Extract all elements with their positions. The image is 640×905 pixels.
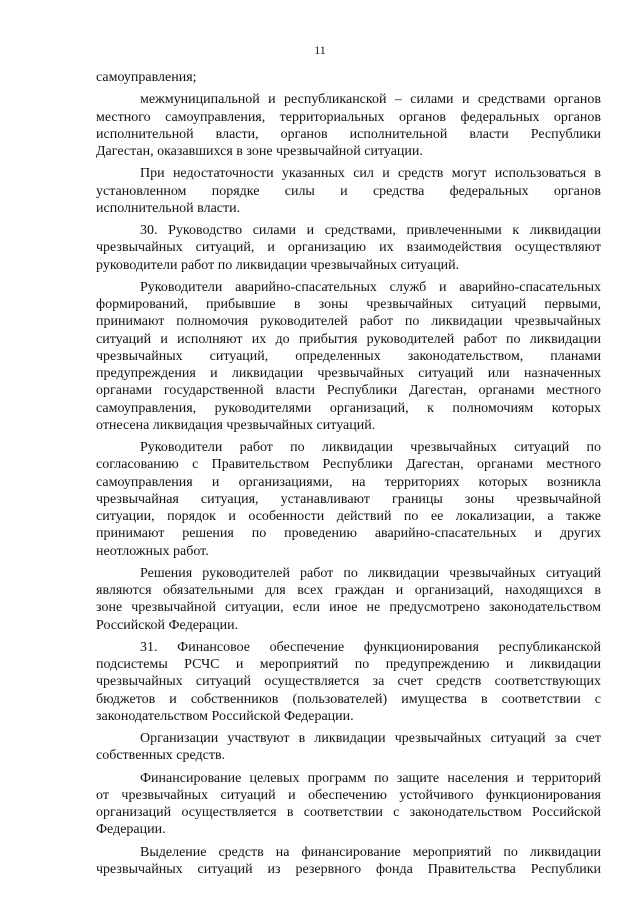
text-line: 30. Руководство силами и средствами, привлеченными к ликвидации: [140, 223, 601, 238]
text-line: Решения руководителей работ по ликвидации чрезвычайных ситуаций: [140, 565, 601, 581]
paragraph: [96, 639, 601, 725]
text-line: ситуации, порядок и особенности действий по ее локализации, а также: [96, 509, 601, 524]
text-line: предупреждения и ликвидации чрезвычайных ситуаций или назначенных: [96, 366, 601, 381]
text-line: подсистемы РСЧС и мероприятий по предупреждению и ликвидации: [96, 657, 601, 672]
text-line: исполнительной власти.: [96, 200, 241, 216]
text-line: Финансирование целевых программ по защите населения и территорий: [140, 770, 601, 786]
paragraph: [96, 439, 601, 560]
text-line: При недостаточности указанных сил и средств могут использоваться в: [140, 166, 601, 182]
text-line: от чрезвычайных ситуаций и обеспечению устойчивого функционирования: [96, 787, 601, 803]
text-line: самоуправления и организациями, на территориях которых возникла: [96, 474, 601, 490]
paragraph: [96, 69, 601, 86]
text-line: межмуниципальной и республиканской – силами и средствами органов: [140, 92, 601, 108]
text-line: чрезвычайных ситуаций из резервного фонда Правительства Республики: [96, 861, 601, 877]
text-line: чрезвычайных ситуаций, и организацию их взаимодействия осуществляют: [96, 240, 601, 256]
text-line: местного самоуправления, территориальных органов федеральных органов: [96, 109, 601, 125]
text-line: 31. Финансовое обеспечение функционирования республиканской: [140, 639, 601, 655]
paragraph: [96, 165, 601, 217]
text-line: чрезвычайных ситуаций, определенных законодательством, планами: [96, 348, 601, 364]
paragraph: [96, 91, 601, 160]
text-line: согласованию с Правительством Республики Дагестан, органами местного: [96, 457, 601, 473]
text-line: Руководители аварийно-спасательных служб и аварийно-спасательных: [140, 279, 601, 295]
text-line: самоуправления, руководителями организаций, к полномочиям которых: [96, 400, 601, 416]
text-line: Федерации.: [96, 822, 166, 838]
text-line: Руководители работ по ликвидации чрезвычайных ситуаций по: [140, 440, 601, 455]
text-line: исполнительной власти, органов исполнительной власти Республики: [96, 126, 601, 142]
paragraph: [96, 222, 601, 274]
text-line: принимают решения по проведению аварийно-спасательных и других: [96, 526, 601, 542]
paragraph: [96, 730, 601, 765]
page-number: 11: [314, 43, 326, 57]
text-line: руководители работ по ликвидации чрезвычайных ситуаций.: [96, 257, 460, 273]
text-line: Организации участвуют в ликвидации чрезвычайных ситуаций за счет: [140, 731, 601, 746]
text-line: организаций осуществляется в соответствии с законодательством Российской: [96, 805, 601, 820]
text-line: принимают полномочия руководителей работ по ликвидации чрезвычайных: [96, 314, 601, 330]
text-line: собственных средств.: [96, 748, 226, 764]
paragraph: [96, 565, 601, 634]
text-line: чрезвычайных ситуаций осуществляется за счет средств соответствующих: [96, 674, 601, 690]
text-line: самоуправления;: [96, 70, 197, 85]
text-line: формирований, прибывшие в зоны чрезвычайных ситуаций первыми,: [96, 297, 601, 312]
text-line: чрезвычайная ситуация, устанавливают границы зоны чрезвычайной: [96, 491, 601, 507]
text-line: Выделение средств на финансирование мероприятий по ликвидации: [140, 844, 601, 860]
paragraph: [96, 770, 601, 839]
text-line: зоне чрезвычайной ситуации, если иное не предусмотрено законодательством: [96, 600, 601, 616]
paragraph: [96, 279, 601, 434]
text-line: Российской Федерации.: [96, 617, 239, 633]
text-line: установленном порядке силы и средства федеральных органов: [96, 183, 601, 199]
text-line: бюджетов и собственников (пользователей) имущества в соответствии с: [96, 691, 601, 707]
document-body: [96, 69, 601, 878]
text-line: ситуаций и исполняют их до прибытия руководителей работ по ликвидации: [96, 331, 601, 347]
text-line: являются обязательными для всех граждан и организаций, находящихся в: [96, 583, 601, 598]
text-line: Дагестан, оказавшихся в зоне чрезвычайной ситуации.: [96, 144, 423, 159]
paragraph: [96, 844, 601, 879]
text-line: неотложных работ.: [96, 543, 209, 559]
text-line: отнесена ликвидация чрезвычайных ситуаций.: [96, 417, 376, 433]
text-line: законодательством Российской Федерации.: [96, 708, 354, 724]
text-line: органами государственной власти Республики Дагестан, органами местного: [96, 383, 601, 399]
